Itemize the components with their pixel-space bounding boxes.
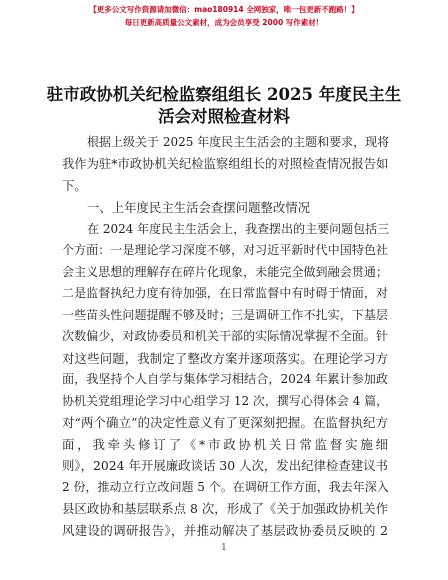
body-line: 一些苗头性问题提醒不够及时；三是调研工作不扎实，下基层 [62, 308, 388, 322]
body-line: 2 份，推动立行立改问题 5 个。在调研工作方面，我去年深入 [62, 480, 389, 494]
document-title-line1: 驻市政协机关纪检监察组组长 2025 年度民主生 [46, 85, 402, 104]
body-line: 会主义思想的理解存在碎片化现象，未能完全做到融会贯通； [62, 265, 388, 279]
body-line: 次数偏少，对政协委员和机关干部的实际情况掌握不全面。针 [62, 329, 388, 343]
body-line: 下。 [62, 178, 87, 193]
promo-banner-line2: 每日更新高质量公文素材，成为会员享受 2000 写作素材！ [124, 18, 324, 27]
body-line: 面，我牵头修订了《*市政协机关日常监督实施细 [62, 437, 388, 452]
body-line: 风建设的调研报告》，并推动解决了基层政协委员反映的 2 [62, 523, 388, 538]
document-title-line2: 活会对照检查材料 [158, 107, 290, 126]
body-line: 在 2024 年度民主生活会上，我查摆出的主要问题包括三 [87, 222, 390, 236]
body-line: 对这些问题，我制定了整改方案并逐项落实。在理论学习方 [62, 351, 388, 366]
body-line: 我作为驻*市政协机关纪检监察组组长的对照检查情况报告如 [62, 157, 389, 171]
body-line: 县区政协和基层联系点 8 次，形成了《关于加强政协机关作 [62, 501, 388, 516]
body-line: 面，我坚持个人自学与集体学习相结合，2024 年累计参加政 [62, 372, 388, 386]
body-line: 二是监督执纪力度有待加强，在日常监督中有时碍于情面，对 [62, 286, 388, 300]
page-number: 1 [221, 543, 227, 553]
section-heading: 一、上年度民主生活会查摆问题整改情况 [87, 200, 311, 215]
body-line: 根据上级关于 2025 年度民主生活会的主题和要求，现将 [87, 135, 390, 149]
body-line: 协机关党组理论学习中心组学习 12 次，撰写心得体会 4 篇， [62, 394, 389, 408]
promo-banner-line1: 【更多公文写作资源请加微信：mao180914 全网独家，唯一包更新不跑路！】 [89, 5, 359, 14]
body-line: 个方面：一是理论学习深度不够，对习近平新时代中国特色社 [62, 243, 388, 257]
body-line: 对“两个确立”的决定性意义有了更深刻把握。在监督执纪方 [62, 415, 388, 430]
body-line: 则》，2024 年开展廉政谈话 30 人次，发出纪律检查建议书 [62, 458, 388, 473]
